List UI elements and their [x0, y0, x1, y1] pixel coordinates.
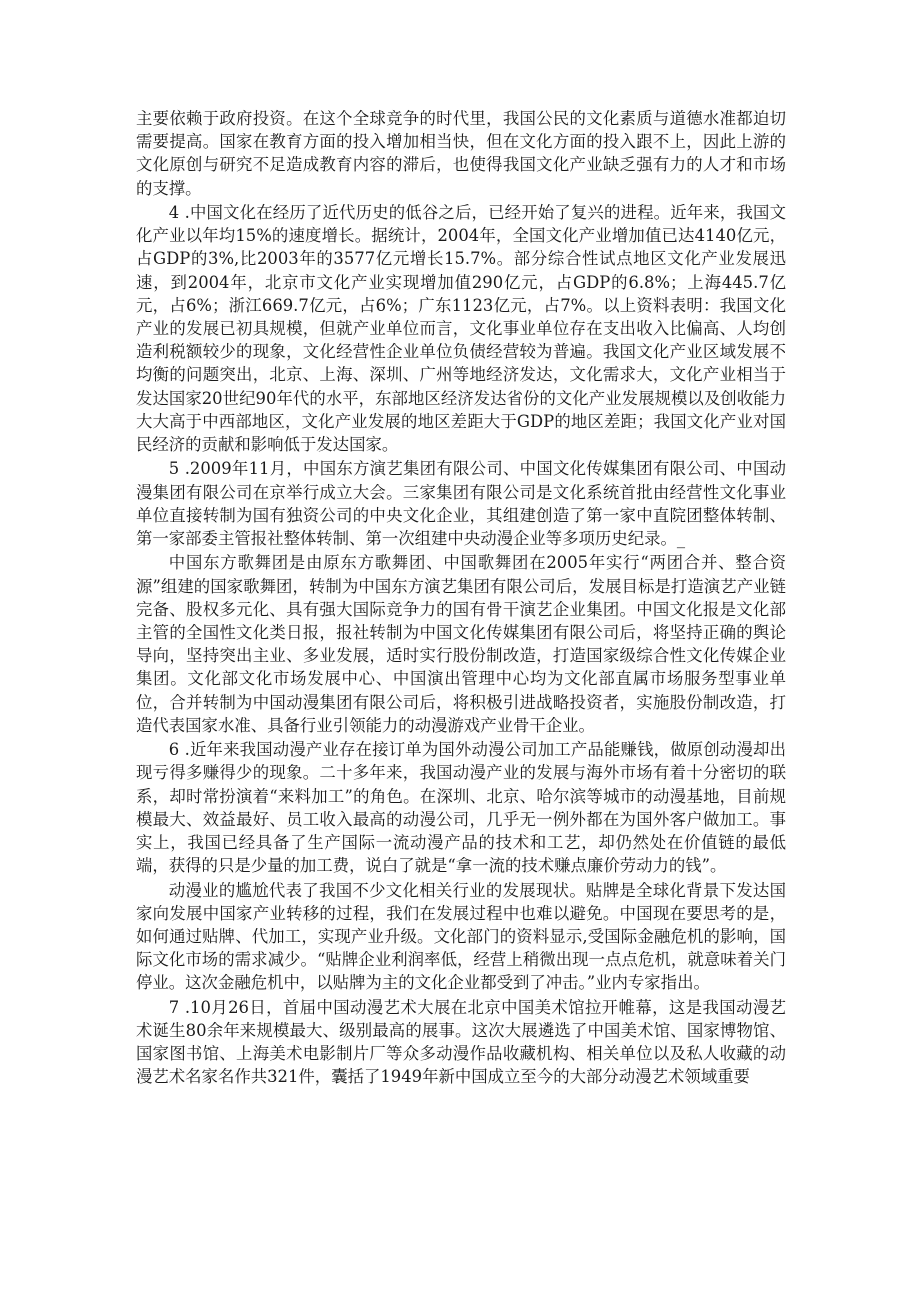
paragraph-dongfang-troupe: 中国东方歌舞团是由原东方歌舞团、中国歌舞团在2005年实行“两团合并、整合资源”组建的国家歌舞团，转制为中国东方演艺集团有限公司后，发展目标是打造演艺产业链完备、股权多元化、具有强大国际竞争力的国有骨干演艺企业集团。中国文化报是文化部主管的全国性文化类日报，报社转制为中国文化传媒集团有限公司后，将坚持正确的舆论导向，坚持突出主业、多业发展，适时实行股份制改造，打造国家级综合性文化传媒企业集团。文化部文化市场发展中心、中国演出管理中心均为文化部直属市场服务型事业单位，合并转制为中国动漫集团有限公司后，将积极引进战略投资者，实施股份制改造，打造代表国家水准、具备行业引领能力的动漫游戏产业骨干企业。	[136, 553, 786, 735]
paragraph-item-7: 7 .10月26日，首届中国动漫艺术大展在北京中国美术馆拉开帷幕，这是我国动漫艺术诞生80余年来规模最大、级别最高的展事。这次大展遴选了中国美术馆、国家博物馆、国家图书馆、上海美术电影制片厂等众多动漫作品收藏机构、相关单位以及私人收藏的动漫艺术名家名作共321件，囊括了1949年新中国成立至今的大部分动漫艺术领域重要	[136, 997, 786, 1087]
paragraph-oem-industry: 动漫业的尴尬代表了我国不少文化相关行业的发展现状。贴牌是全球化背景下发达国家向发展中国家产业转移的过程，我们在发展过程中也难以避免。中国现在要思考的是，如何通过贴牌、代加工，实现产业升级。文化部门的资料显示,受国际金融危机的影响，国际文化市场的需求减少。“贴牌企业利润率低，经营上稍微出现一点点危机，就意味着关门停业。这次金融危机中，以贴牌为主的文化企业都受到了冲击。”业内专家指出。	[136, 880, 786, 993]
paragraph-item-5: 5 .2009年11月，中国东方演艺集团有限公司、中国文化传媒集团有限公司、中国动漫集团有限公司在京举行成立大会。三家集团有限公司是文化系统首批由经营性文化事业单位直接转制为国有独资公司的中央文化企业，其组建创造了第一家中直院团整体转制、第一家部委主管报社整体转制、第一次组建中央动漫企业等多项历史纪录。_	[136, 459, 786, 549]
paragraph-item-6: 6 .近年来我国动漫产业存在接订单为国外动漫公司加工产品能赚钱，做原创动漫却出现亏得多赚得少的现象。二十多年来，我国动漫产业的发展与海外市场有着十分密切的联系，却时常扮演着“来料加工”的角色。在深圳、北京、哈尔滨等城市的动漫基地，目前规模最大、效益最好、员工收入最高的动漫公司，几乎无一例外都在为国外客户做加工。事实上，我国已经具备了生产国际一流动漫产品的技术和工艺，却仍然处在价值链的最低端，获得的只是少量的加工费，说白了就是“拿一流的技术赚点廉价劳动力的钱”。	[136, 740, 786, 876]
document-body	[136, 107, 786, 1090]
paragraph-1: 主要依赖于政府投资。在这个全球竞争的时代里，我国公民的文化素质与道德水准都迫切需要提高。国家在教育方面的投入增加相当快，但在文化方面的投入跟不上，因此上游的文化原创与研究不足造成教育内容的滞后，也使得我国文化产业缺乏强有力的人才和市场的支撑。	[136, 109, 786, 198]
paragraph-item-4: 4 .中国文化在经历了近代历史的低谷之后，已经开始了复兴的进程。近年来，我国文化产业以年均15%的速度增长。据统计，2004年，全国文化产业增加值已达4140亿元，占GDP的3%,比2003年的3577亿元增长15.7%。部分综合性试点地区文化产业发展迅速，到2004年，北京市文化产业实现增加值290亿元，占GDP的6.8%；上海445.7亿元，占6%；浙江669.7亿元，占6%；广东1123亿元，占7%。以上资料表明：我国文化产业的发展已初具规模，但就产业单位而言，文化事业单位存在支出收入比偏高、人均创造利税额较少的现象，文化经营性企业单位负债经营较为普遍。我国文化产业区域发展不均衡的问题突出，北京、上海、深圳、广州等地经济发达，文化需求大，文化产业相当于发达国家20世纪90年代的水平，东部地区经济发达省份的文化产业发展规模以及创收能力大大高于中西部地区，文化产业发展的地区差距大于GDP的地区差距；我国文化产业对国民经济的贡献和影响低于发达国家。	[136, 203, 786, 455]
